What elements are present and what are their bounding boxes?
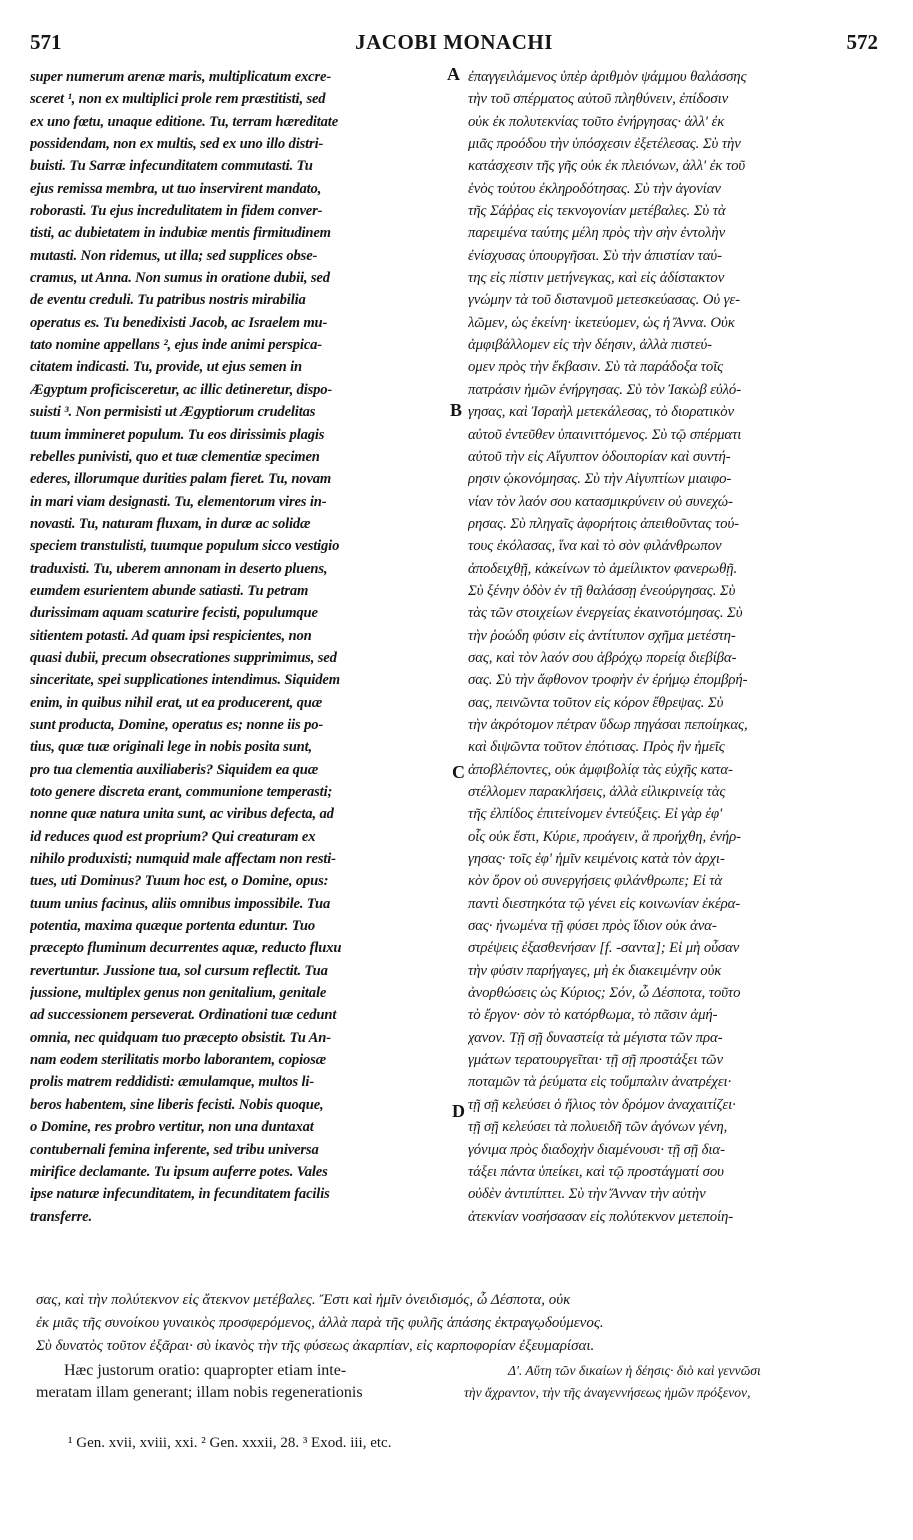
- greek-line: Σὺ ξένην ὁδὸν ἐν τῇ θαλάσσῃ ἐνεούργησας. Σὺ: [468, 582, 736, 599]
- latin-line: super numerum arenæ maris, multiplicatum excre-: [30, 69, 332, 85]
- greek-line: ομεν πρὸς τὴν ἔκβασιν. Σὺ τὰ παράδοξα τοῖς: [468, 359, 724, 376]
- greek-line: γνώμην τὰ τοῦ διστανμοῦ μετεσκεύασας. Οὐ γε-: [468, 292, 740, 309]
- greek-line: οὐκ ἐκ πολυτεκνίας τοῦτο ἐνήργησας· ἀλλ' ἐκ: [468, 113, 725, 130]
- page-header: [30, 30, 878, 60]
- greek-line: τῇ σῇ κελεύσει τὰ πολυειδῆ τῶν ἀγόνων γένη,: [468, 1119, 728, 1136]
- greek-line: πατράσιν ἡμῶν ἐνήργησας. Σὺ τὸν Ἰακὼβ εὐλό-: [468, 381, 742, 398]
- greek-line: σας. Σὺ τὴν ἄφθονον τροφὴν ἐν ἐρήμῳ ἐπομβρή-: [468, 672, 748, 689]
- latin-line: novasti. Tu, naturam fluxam, in duræ ac solidæ: [30, 515, 311, 532]
- latin-line: tisti, ac dubietatem in indubiæ mentis firmitudinem: [30, 225, 331, 242]
- latin-line: de eventu creduli. Tu patribus nostris mirabilia: [30, 292, 306, 309]
- greek-line: ἀμφιβάλλομεν εἰς τὴν δέησιν, ἀλλὰ πιστεύ-: [468, 337, 712, 354]
- greek-line: τῆς Σάῤῥας εἰς τεκνογονίαν μετέβαλες. Σὺ τὰ: [468, 203, 726, 220]
- page-number-left: 571: [30, 30, 62, 54]
- greek-line: γησας, καὶ Ἰσραὴλ μετεκάλεσας, τὸ διορατικὸν: [468, 404, 734, 421]
- latin-line: ederes, illorumque durities palam fieret. Tu, novam: [30, 471, 332, 488]
- latin-line: eumdem esurientem abunde satiasti. Tu petram: [30, 582, 309, 599]
- latin-line: sceret ¹, non ex multiplici prole rem præstitisti, sed: [30, 91, 326, 108]
- latin-line: omnia, nec quidquam tuo præcepto obsistit. Tu An-: [30, 1029, 331, 1046]
- bottom-greek-line-2: τὴν ἄχραντον, τὴν τῆς ἀναγεννήσεως ἡμῶν πρόξενον,: [464, 1385, 751, 1400]
- greek-line: κὸν ὅρον οὐ συνεργήσεις φιλάνθρωπε; Εἰ τὰ: [468, 873, 723, 890]
- greek-line: σας· ἡνωμένα τῇ φύσει πρὸς ἴδιον οὐκ ἀνα-: [468, 918, 717, 935]
- latin-line: enim, in quibus nihil erat, ut ea producerent, quæ: [30, 694, 323, 711]
- greek-line: στρέψεις ἐξασθενήσαν [f. -σαντα]; Εἰ μὴ οὖσαν: [468, 940, 740, 957]
- latin-line: in mari viam designasti. Tu, elementorum vires in-: [30, 493, 327, 510]
- greek-line: ποταμῶν τὰ ῥεύματα εἰς τοὔμπαλιν ἀνατρέχει·: [468, 1074, 732, 1091]
- greek-line: αὐτοῦ τὴν εἰς Αἴγυπτον ὁδοιπορίαν καὶ συντή-: [468, 448, 731, 465]
- latin-line: o Domine, res probro vertitur, non una duntaxat: [30, 1119, 314, 1136]
- latin-line: buisti. Tu Sarræ infecunditatem commutasti. Tu: [30, 158, 313, 175]
- greek-line: τὴν ῥοώδη φύσιν εἰς ἀντίτυπον σχῆμα μετέστη-: [468, 627, 736, 644]
- greek-line: ἀτεκνίαν νοσήσασαν εἰς πολύτεκνον μετεποίη-: [468, 1208, 734, 1225]
- latin-line: mirifice declamante. Tu ipsum auferre potes. Vales: [30, 1163, 328, 1180]
- greek-line: τὸ ἔργον· σὸν τὸ κατόρθωμα, τὸ πᾶσιν ἀμή-: [468, 1007, 718, 1024]
- latin-line: tuum immineret populum. Tu eos dirissimis plagis: [30, 426, 325, 443]
- greek-line: ρησιν ᾠκονόμησας. Σὺ τὴν Αἰγυπτίων μιαιφο-: [468, 471, 732, 488]
- bottom-latin-line-2: meratam illam generant; illam nobis regenerationis: [36, 1384, 363, 1401]
- bottom-latin-paragraph: [36, 1360, 460, 1404]
- greek-line: οἷς οὐκ ἔστι, Κύριε, προάγειν, ἃ προήχθη, ἐνήρ-: [468, 828, 741, 845]
- latin-line: beros habentem, sine liberis fecisti. Nobis quoque,: [30, 1096, 324, 1113]
- latin-line: possidendam, non ex multis, sed ex uno illo distri-: [30, 136, 324, 153]
- bottom-greek-paragraph: [464, 1360, 888, 1404]
- greek-line: αὐτοῦ ἐντεῦθεν ὑπαινιττόμενος. Σὺ τῷ σπέρματι: [468, 426, 742, 443]
- latin-line: revertuntur. Jussione tua, sol cursum reflectit. Tua: [30, 962, 328, 979]
- latin-line: mutasti. Non ridemus, ut illa; sed supplices obse-: [30, 247, 318, 264]
- greek-line: της εἰς πίστιν μετήνεγκας, καὶ εἰς ἀδίστακτον: [468, 270, 725, 287]
- footnotes: ¹ Gen. xvii, xviii, xxi. ² Gen. xxxii, 28. ³ Exod. iii, etc.: [68, 1435, 392, 1451]
- greek-line: τὴν φύσιν παρήγαγες, μὴ ἐκ διακειμένην οὐκ: [468, 962, 722, 979]
- full-width-line-1: σας, καὶ τὴν πολύτεκνον εἰς ἄτεκνον μετέβαλες. Ἔστι καὶ ἡμῖν ὀνειδισμός, ὦ Δέσποτα, οὐκ: [36, 1292, 571, 1308]
- latin-line: citatem indicasti. Tu, provide, ut ejus semen in: [30, 359, 302, 376]
- latin-line: jussione, multiplex genus non genitalium, genitale: [30, 985, 327, 1002]
- latin-line: sinceritate, spei supplicationes intendimus. Siquidem: [30, 672, 340, 689]
- greek-line: ἑνὸς τούτου ἐκληροδότησας. Σὺ τὴν ἀγονίαν: [468, 180, 721, 197]
- greek-line: κατάσχεσιν τῆς γῆς οὐκ ἐκ πλειόνων, ἀλλ' ἐκ τοῦ: [468, 158, 746, 175]
- latin-line: toto genere discreta erant, communione temperasti;: [30, 784, 333, 800]
- latin-line: Ægyptum proficisceretur, ac illic detineretur, dispo-: [30, 381, 333, 398]
- greek-line: τὴν τοῦ σπέρματος αὐτοῦ πληθύνειν, ἐπίδοσιν: [468, 91, 729, 108]
- latin-line: id reduces quod est proprium? Qui creaturam ex: [30, 828, 316, 845]
- greek-line: παρειμένα ταύτης μέλη πρὸς τὴν σὴν ἐντολὴν: [468, 225, 726, 242]
- latin-line: potentia, maxima quæque portenta eduntur. Tuo: [30, 918, 316, 935]
- latin-line: cramus, ut Anna. Non sumus in oratione dubii, sed: [30, 270, 330, 287]
- latin-line: operatus es. Tu benedixisti Jacob, ac Israelem mu-: [30, 314, 328, 331]
- latin-line: nam eodem sterilitatis morbo laborantem, copiosæ: [30, 1052, 327, 1069]
- latin-line: tato nomine appellans ², ejus inde animi perspica-: [30, 337, 323, 354]
- greek-line: τάξει πάντα ὑπείκει, καὶ τῷ προστάγματί σου: [468, 1163, 724, 1180]
- greek-line: τῆς ἐλπίδος ἐπιτείνομεν ἐντεύξεις. Εἰ γὰρ ἐφ': [468, 806, 723, 823]
- latin-line: sitientem potasti. Ad quam ipsi respicientes, non: [30, 627, 312, 644]
- latin-line: nonne quæ natura unita sunt, ac viribus defecta, ad: [30, 806, 334, 823]
- section-marker-c: C: [452, 762, 465, 782]
- latin-line: roborasti. Tu ejus incredulitatem in fidem conver-: [30, 203, 323, 220]
- latin-line: præcepto fluminum decurrentes aquæ, reducto fluxu: [30, 940, 342, 957]
- latin-line: suisti ³. Non permisisti ut Ægyptiorum crudelitas: [30, 404, 316, 421]
- section-marker-b: B: [450, 400, 463, 420]
- latin-line: tius, quæ tuæ originali lege in nobis posita sunt,: [30, 739, 313, 756]
- latin-line: prolis matrem reddidisti: æmulamque, multos li-: [30, 1074, 315, 1091]
- greek-line: σας, καὶ τὸν λαόν σου ἀβρόχῳ πορείᾳ διεβίβα-: [468, 649, 737, 666]
- latin-line: sunt producta, Domine, operatus es; nonne iis po-: [30, 716, 324, 733]
- latin-line: durissimam aquam scaturire fecisti, populumque: [30, 605, 318, 622]
- latin-column: [30, 66, 448, 1228]
- latin-line: ejus remissa membra, ut tuo inservirent mandato,: [30, 180, 322, 197]
- latin-line: pro tua clementia auxiliaberis? Siquidem ea quæ: [30, 761, 319, 778]
- greek-line: οὐδὲν ἀντιπίπτει. Σὺ τὴν Ἄνναν τὴν αὐτὴν: [468, 1186, 706, 1203]
- greek-line: ρησας. Σὺ πληγαῖς ἀφορήτοις ἀπειθοῦντας τού-: [468, 515, 739, 532]
- full-width-line-3: Σὺ δυνατὸς τοῦτον ἐξᾶραι· σὺ ἱκανὸς τὴν τῆς φύσεως ἀκαρπίαν, εἰς καρποφορίαν ἐξευμαρίσαι.: [36, 1338, 595, 1354]
- latin-line: traduxisti. Tu, uberem annonam in deserto pluens,: [30, 560, 328, 577]
- greek-line: χανον. Τῇ σῇ δυναστείᾳ τὰ μέγιστα τῶν πρα-: [468, 1029, 723, 1046]
- latin-line: ex uno fœtu, unaque editione. Tu, terram hæreditate: [30, 113, 339, 130]
- latin-line: rebelles punivisti, quo et tuæ clementiæ specimen: [30, 448, 320, 465]
- greek-column: [468, 66, 888, 1228]
- running-title: JACOBI MONACHI: [355, 30, 553, 54]
- greek-line: λῶμεν, ὡς ἐκείνη· ἱκετεύομεν, ὡς ἡ Ἄννα. Οὐκ: [468, 314, 735, 331]
- greek-line: ἀποβλέποντες, οὐκ ἀμφιβολίᾳ τὰς εὐχῆς κατα-: [468, 761, 733, 778]
- latin-line: ad successionem perseverat. Ordinationi tuæ cedunt: [30, 1007, 337, 1024]
- greek-line: ἐπαγγειλάμενος ὑπὲρ ἀριθμὸν ψάμμου θαλάσσης: [468, 69, 747, 85]
- latin-line: ipse naturæ infecunditatem, in fecunditatem facilis: [30, 1186, 330, 1203]
- greek-line: γμάτων τερατουργεῖται· τῇ σῇ προστάξει τῶν: [468, 1052, 723, 1069]
- greek-line: τὴν ἀκρότομον πέτραν ὕδωρ πηγάσαι πεποίηκας,: [468, 716, 748, 733]
- greek-line: μιᾶς προόδου τὴν ὑπόσχεσιν ἐξετέλεσας. Σὺ τὴν: [468, 136, 741, 153]
- greek-line: στέλλομεν παρακλήσεις, ἀλλὰ εἰλικρινείᾳ τὰς: [468, 784, 726, 800]
- greek-line: ἀποδειχθῇ, κἀκείνων τὸ ἀμείλικτον φανερωθῇ.: [468, 560, 738, 577]
- greek-line: γησας· τοῖς ἐφ' ἡμῖν κειμένοις κατὰ τὸν ἀρχι-: [468, 851, 725, 868]
- full-width-line-2: ἐκ μιᾶς τῆς συνοίκου γυναικὸς προσφερόμενος, ἀλλὰ παρὰ τῆς φυλῆς ἁπάσης ἐκτραγῳδούμενος.: [36, 1315, 604, 1331]
- latin-line: quasi dubii, precum obsecrationes supprimimus, sed: [30, 649, 337, 666]
- greek-line: ἐνίσχυσας ὑπουργῆσαι. Σὺ τὴν ἀπιστίαν ταύ-: [468, 247, 722, 264]
- page-number-right: 572: [846, 30, 878, 54]
- bottom-latin-line-1: Hæc justorum oratio: quapropter etiam inte-: [64, 1362, 347, 1379]
- section-marker-d: D: [452, 1101, 465, 1121]
- greek-line: νίαν τὸν λαόν σου κατασμικρύνειν οὐ συνεχώ-: [468, 493, 733, 510]
- latin-line: tues, uti Dominus? Tuum hoc est, o Domine, opus:: [30, 873, 329, 890]
- latin-line: nihilo produxisti; numquid male affectam non resti-: [30, 851, 336, 868]
- greek-line: σας, πεινῶντα τοῦτον εἰς κόρον ἔθρεψας. Σὺ: [468, 694, 724, 711]
- latin-line: contubernali femina inferente, sed tribu universa: [30, 1141, 319, 1158]
- greek-line: τους ἐκόλασας, ἵνα καὶ τὸ σὸν φιλάνθρωπον: [468, 538, 722, 555]
- latin-line: transferre.: [30, 1208, 92, 1225]
- greek-line: τὰς τῶν στοιχείων ἐνεργείας ἐκαινοτόμησας. Σὺ: [468, 605, 743, 622]
- greek-line: ἀνορθώσεις ὡς Κύριος; Σόν, ὦ Δέσποτα, τοῦτο: [468, 985, 741, 1002]
- bottom-greek-line-1: Δ'. Αὕτη τῶν δικαίων ἡ δέησις· διὸ καὶ γεννῶσι: [508, 1363, 761, 1378]
- greek-line: τῇ σῇ κελεύσει ὁ ἥλιος τὸν δρόμον ἀναχαιτίζει·: [468, 1096, 736, 1113]
- latin-line: tuum unius facinus, aliis omnibus impossibile. Tua: [30, 895, 331, 912]
- greek-line: γόνιμα πρὸς διαδοχὴν διαμένουσι· τῇ σῇ δια-: [468, 1141, 725, 1158]
- latin-line: speciem transtulisti, tuumque populum sicco vestigio: [30, 538, 340, 555]
- greek-line: παντὶ διεστηκότα τῷ γένει εἰς κοινωνίαν ἐκέρα-: [468, 895, 741, 912]
- section-marker-a: A: [447, 64, 460, 84]
- greek-line: καὶ διψῶντα τοῦτον ἐπότισας. Πρὸς ἣν ἡμεῖς: [468, 739, 725, 756]
